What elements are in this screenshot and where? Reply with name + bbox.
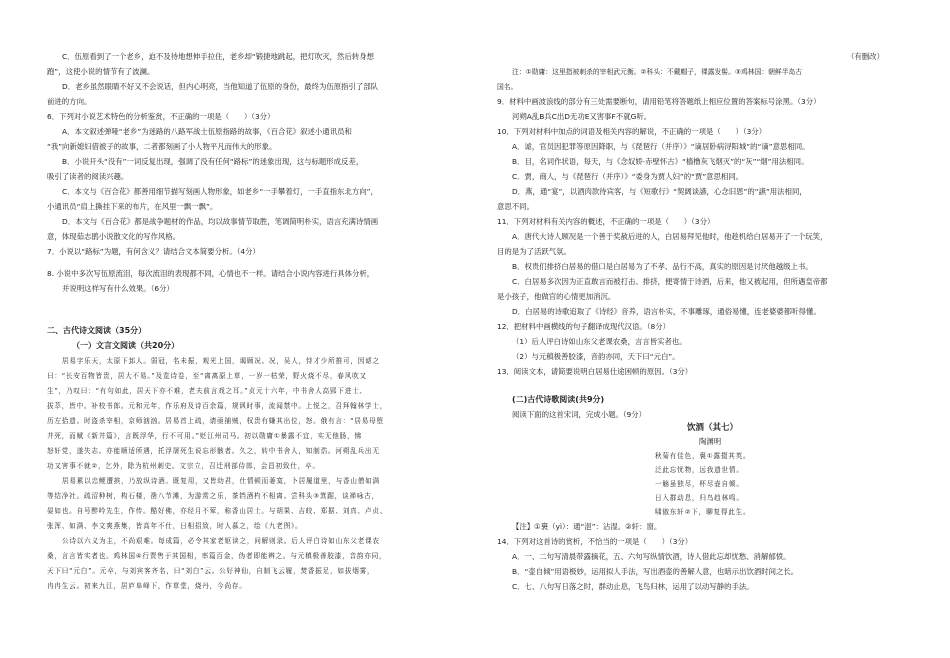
q11-option-c-line2: 是小孩子，他做官的心情更加消沉。 [497,292,616,301]
question-10: 10．下列对材料中加点的词语及相关内容的解说，不正确的一项是（ ）（3分） [497,127,767,136]
question-8-line1: 8. 小说中多次写伍原流泪，每次流泪的表现都不同，心情也不一样。请结合小说内容进行具体分析， [47,269,375,278]
q12-sentence-1: （1）后人评白诗如山东父老课农桑，言言皆实者也。 [512,337,687,346]
section-2-heading: 二、古代诗文阅读（35分） [47,326,147,335]
passage-p2-line2: 等结净社。疏沼种树，构石楼，凿八节滩，为游赏之乐，茶铛酒杓不相离。尝科头③箕踞，谈禅咏古， [47,492,380,500]
passage-p3-line1: 公诗以六义为主，不尚艰难。每成篇，必令其家老妪读之，问解则录。后人评白诗如山东父老课农 [62,537,380,545]
poem-verse-5: 啸傲东轩②下，聊复得此生。 [655,508,751,516]
q10-option-d-line1: D．燕，通“宴”，以酒肉款待宾客，与《短歌行》“契阔谈讌，心念旧恩”的“讌”用法相同， [512,187,807,196]
subsection-poetry: (二)古代诗歌阅读(共9分) [512,395,605,404]
question-9-line1: 9．材料中画波浪线的部分有三处需要断句，请用铅笔将答题纸上相应位置的答案标号涂黑。（3分） [497,97,821,106]
passage-p3-line4: 冉冉生云。初来九江，居庐阜峰下，作草堂，烧丹，今尚存。 [47,582,247,590]
q6-option-d-line1: D．本文与《百合花》都是战争题材的作品，均以故事情节取胜，笔调简明朴实，语言充满诗情画 [62,217,379,226]
q14-option-c: C．七、八句写日落之时，群动止息，飞鸟归林，运用了以动写静的手法。 [512,582,754,591]
q11-option-a-line2: 目的是为了活跃气氛。 [497,247,571,256]
question-7: 7．小说以“路标”为题，有何含义？请结合文本简要分析。（4分） [47,247,260,256]
q6-option-c-line1: C．本文与《百合花》都善用细节描写刻画人物形象，如老乡“一手攀着灯，一手直指东北方向”， [62,187,378,196]
q11-option-c-line1: C．白居易多次因为正直敢言而被打击、排挤，便寄情于诗酒，后来，他又被起用，但所遇皇帝都 [512,277,828,286]
question-8-line2: 并说明这样写有什么效果。（6分） [62,284,174,293]
annotations-line2: 国名。 [497,83,518,91]
passage-p2-line3: 晏如也。自号醉吟先生，作传。酷好佛，亦经月不荤，称香山居士。与胡果、吉皎、郑据、刘真、卢贞、 [47,507,388,515]
passage-p1-line1: 居易字乐天，太原下邽人。弱冠，名未振，观光上国，谒顾况。况，吴人，恃才少所推可，因谑之 [62,357,380,365]
q5-option-d-line2: 前进的方向。 [47,97,92,106]
question-9-line2: 河朔A乱B兵C出D无功E又害事F不就G听。 [512,112,652,121]
q10-option-c: C．贾，商人，与《琵琶行（并序）》“委身为贾人妇”的“贾”意思相同。 [512,172,744,181]
q6-option-c-line2: 小通讯员“肩上撕挂下来的布片，在风里一飘一飘”。 [47,202,218,211]
passage-p1-line5: 历左拾遗。时盗杀宰相，京师汹汹。居易首上疏，请亟捕贼，权贵有嫌其出位，怒。俄有言：“居易母堕 [47,417,384,425]
poem-verse-3: 一觞虽独尽，杯尽壶自倾。 [655,480,744,488]
q6-option-b-line2: 吸引了读者的阅读兴趣。 [47,172,129,181]
annotations-line1: 注：①勋庸：这里指被刺杀的宰相武元衡。②科头：不戴帽子，裸露发髻。③鸡林国：朝鲜半岛古 [512,68,803,76]
q6-option-b-line1: B．小说开头“没有”一词反复出现，强调了没有任何“路标”的迷象出现，这与标题形成反差， [62,157,364,166]
passage-p1-line8: 功又害事不就②，乞外，除为杭州刺史。文宗立，召迁刑部侍郎，会昌初致仕，卒。 [47,462,320,470]
question-12: 12．把材料中画横线的句子翻译成现代汉语。（8分） [497,322,671,331]
q6-option-a-line1: A．本文叙述弹哑“老乡”为迷路的八路军战士伍原指路的故事，《百合花》叙述小通讯员和 [62,127,352,136]
q10-option-a: A．谑，官员因犯罪等原因降职，与《琵琶行（并序）》“谪居卧病浔阳城”的“谪”意思相同。 [512,142,810,151]
q10-option-d-line2: 意思不同。 [497,202,534,211]
q14-option-a: A．一、二句写清晨带露摘花，五、六句写纵情饮酒，诗人借此忘却忧愁、消解郁愤。 [512,552,791,561]
question-14: 14．下列对这首诗的赏析，不恰当的一项是（ ）（3分） [497,537,693,546]
passage-p2-line4: 张浑、如满、李文爽燕集，皆高年不仕，日相招致，时人慕之，绘《九老图》。 [47,522,303,530]
q6-option-d-line2: 意，体现茹志鹃小说散文化的写作风格。 [47,232,181,241]
passage-p1-line6: 井死，而赋《新井篇》，言既浮华，行不可用。”贬江州司马。初以勋庸①暴露不宜，实无他肠，怫 [47,432,362,440]
q12-sentence-2: （2）与元稹极善胶漆，音韵亦同，天下曰“元白”。 [512,352,680,361]
q11-option-d: D．白居易的诗歌追取了《诗经》音养，语言朴实，不事雕琢，通俗易懂，连老婆婆都听得懂。 [512,307,821,316]
passage-p1-line4: 拔萃，皆中。补校书郎。元和元年，作乐府及诗百余篇，规讽时事，流闻禁中。上悦之，召拜翰林学士， [47,402,388,410]
poem-footnote: 【注】①裛（yì）：通“浥”：沾湿。②轩：窗。 [512,522,662,531]
question-6: 6．下列对小说艺术特色的分析鉴赏，不正确的一项是（ ）（3分） [47,112,275,121]
q5-option-c-line1: C．伍原看到了一个老乡，迫不及待地想伸手拉住，老乡却“锻捷地跳起，把灯吹灭，然后转身想 [62,52,375,61]
poem-verse-4: 日入群动息，归鸟趋林鸣。 [655,494,744,502]
question-11: 11．下列对材料有关内容的概述，不正确的一项是（ ）（3分） [497,217,715,226]
q6-option-a-line2: “我”向新媳妇借被子的故事，二者都刻画了小人物平凡而伟大的形象。 [47,142,277,151]
q11-option-a-line1: A．唐代大诗人顾况是一个善于奖赦后进的人，白居易拜见他时，他趁机给白居易开了一个玩笑， [512,232,828,241]
passage-p1-line2: 曰：“长安百物皆贵，居大不易。”及览诗卷，至“离离原上草，一岁一枯荣，野火烧不尽，春风吹又 [47,372,367,380]
source-note: （有删改） [847,52,884,61]
q11-option-b: B．权贵们排挤白居易的借口是白居易为了不孝、品行不高，真实的原因是讨厌他越级上书。 [512,262,813,271]
question-13: 13．阅读文本，请简要说明白居易仕途困顿的原因。（3分） [497,367,693,376]
poetry-intro: 阅读下面的这首宋词，完成小题。（9分） [512,410,647,419]
q10-option-b: B．目，名词作状语，每天，与《念奴娇·赤壁怀古》“樯橹灰飞烟灭”的“灰”“烟”用法相同。 [512,157,809,166]
passage-p1-line7: 怒奸党，遂失志。亦能顺适所遇，托浮屠死生说忘形骸者。久之，转中书舍人，知制诰。河朔乱兵出无 [47,447,380,455]
passage-p3-line3: 天下曰“元白”。元卒，与刘宾客齐名，曰“刘白”云。公好神仙，自制飞云履，焚香振足，如拔烟雾， [47,567,375,575]
poem-verse-2: 泛此忘忧物，远我遗世情。 [655,466,744,474]
q5-option-d-line1: D．老乡虽然眼睛不好又不会说话，但内心明亮，当他知道了伍原的身份，最终为伍原指引了部队 [62,82,379,91]
subsection-classical-prose: （一）文言文阅读（共20分） [72,341,180,350]
q14-option-b: B．“壶自倾”用语极妙，运用拟人手法，写出酒壶的善解人意，也暗示出饮酒时间之长。 [512,567,799,576]
q5-option-c-line2: 跑”，这使小说的情节有了波澜。 [47,67,155,76]
poem-title: 饮酒（其七） [687,423,739,433]
passage-p2-line1: 居易累以忠鲠遭摈，乃放纵诗酒。既复用，又皆幼君，仕情顿而萎寞，卜居履道里，与香山僧如满 [62,477,380,485]
passage-p3-line2: 桑，言言皆实者也。鸡林国④行贾售于其国相，率篇百金，伪者即能辨之。与元稹极善胶漆，音韵亦同， [47,552,387,560]
poem-author: 陶渊明 [699,437,722,446]
passage-p1-line3: 生”，乃叹曰：“有句如此，居天下亦不难，老夫前言戏之耳。”贞元十六年，中书舍人高郢下进士、 [47,387,367,395]
poem-verse-1: 秋菊有佳色，裛①露掇其英。 [655,452,751,460]
